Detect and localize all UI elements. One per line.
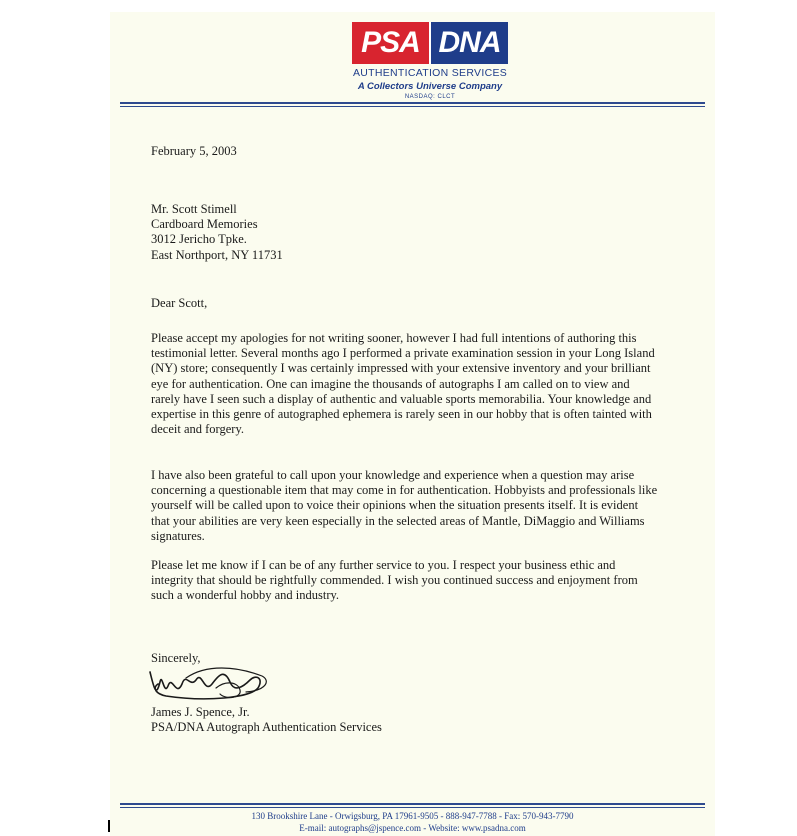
signer-block — [151, 705, 382, 735]
footer-address: 130 Brookshire Lane - Orwigsburg, PA 17961-9505 - 888-947-7788 - Fax: 570-943-7790 — [251, 811, 574, 821]
paragraph-line: that your abilities are very keen especially in the selected areas of Mantle, DiMaggio and Williams — [151, 513, 645, 528]
footer-contact: E-mail: autographs@jspence.com - Website: www.psadna.com — [299, 823, 526, 833]
signer-name: James J. Spence, Jr. — [151, 705, 250, 719]
paragraph-line: rarely have I seen such a display of authentic and valuable sports memorabilia. Your knowledge and — [151, 391, 652, 406]
letterhead-service: AUTHENTICATION SERVICES — [352, 67, 508, 79]
paragraph-line: Please let me know if I can be of any further service to you. I respect your business ethic and — [151, 558, 616, 572]
paragraph-line: signatures. — [151, 528, 205, 543]
header-rule — [120, 102, 705, 104]
paragraph-line: I have also been grateful to call upon your knowledge and experience when a question may arise — [151, 468, 635, 482]
letter-page — [110, 12, 715, 836]
letter-date: February 5, 2003 — [151, 144, 237, 158]
logo-psa: PSA — [352, 22, 429, 64]
recipient-line: Cardboard Memories — [151, 217, 258, 232]
signer-title: PSA/DNA Autograph Authentication Services — [151, 720, 382, 735]
paragraph-line: (NY) store; consequently I was certainly impressed with your extensive inventory and your brilliant — [151, 361, 651, 376]
recipient-line: East Northport, NY 11731 — [151, 247, 283, 262]
scan-edge-mark — [108, 820, 110, 832]
paragraph-line: deceit and forgery. — [151, 422, 245, 437]
paragraph-line: Please accept my apologies for not writing sooner, however I had full intentions of authoring this — [151, 331, 637, 345]
paragraph-line: integrity that should be rightfully commended. I wish you continued success and enjoyment from — [151, 573, 638, 588]
footer-rule-thin — [120, 807, 705, 808]
letterhead-exchange: NASDAQ: CLCT — [404, 94, 456, 100]
letterhead-company: A Collectors Universe Company — [357, 81, 503, 92]
closing: Sincerely, — [151, 651, 201, 665]
header-rule-thin — [120, 106, 705, 107]
paragraph-line: concerning a questionable item that may come in for authentication. Hobbyists and professionals like — [151, 483, 658, 498]
paragraph-line: yourself will be called upon to voice their opinions when the situation presents itself. It is evident — [151, 498, 639, 513]
handwritten-signature — [146, 658, 276, 708]
salutation: Dear Scott, — [151, 296, 208, 310]
paragraph-2 — [151, 468, 711, 544]
paragraph-line: such a wonderful hobby and industry. — [151, 588, 340, 603]
footer-rule — [120, 803, 705, 805]
paragraph-line: testimonial letter. Several months ago I performed a private examination session in your Long Island — [151, 346, 655, 361]
recipient-line: Mr. Scott Stimell — [151, 202, 237, 216]
paragraph-1 — [151, 331, 711, 437]
recipient-address — [151, 202, 283, 263]
recipient-line: 3012 Jericho Tpke. — [151, 232, 247, 247]
logo-dna: DNA — [429, 22, 508, 64]
paragraph-line: eye for authentication. One can imagine the thousands of autographs I am called on to view and — [151, 376, 630, 391]
psa-dna-logo — [352, 22, 508, 64]
paragraph-3 — [151, 558, 711, 604]
paragraph-line: expertise in this genre of autographed ephemera is rarely seen in our hobby that is often tainted with — [151, 407, 652, 422]
